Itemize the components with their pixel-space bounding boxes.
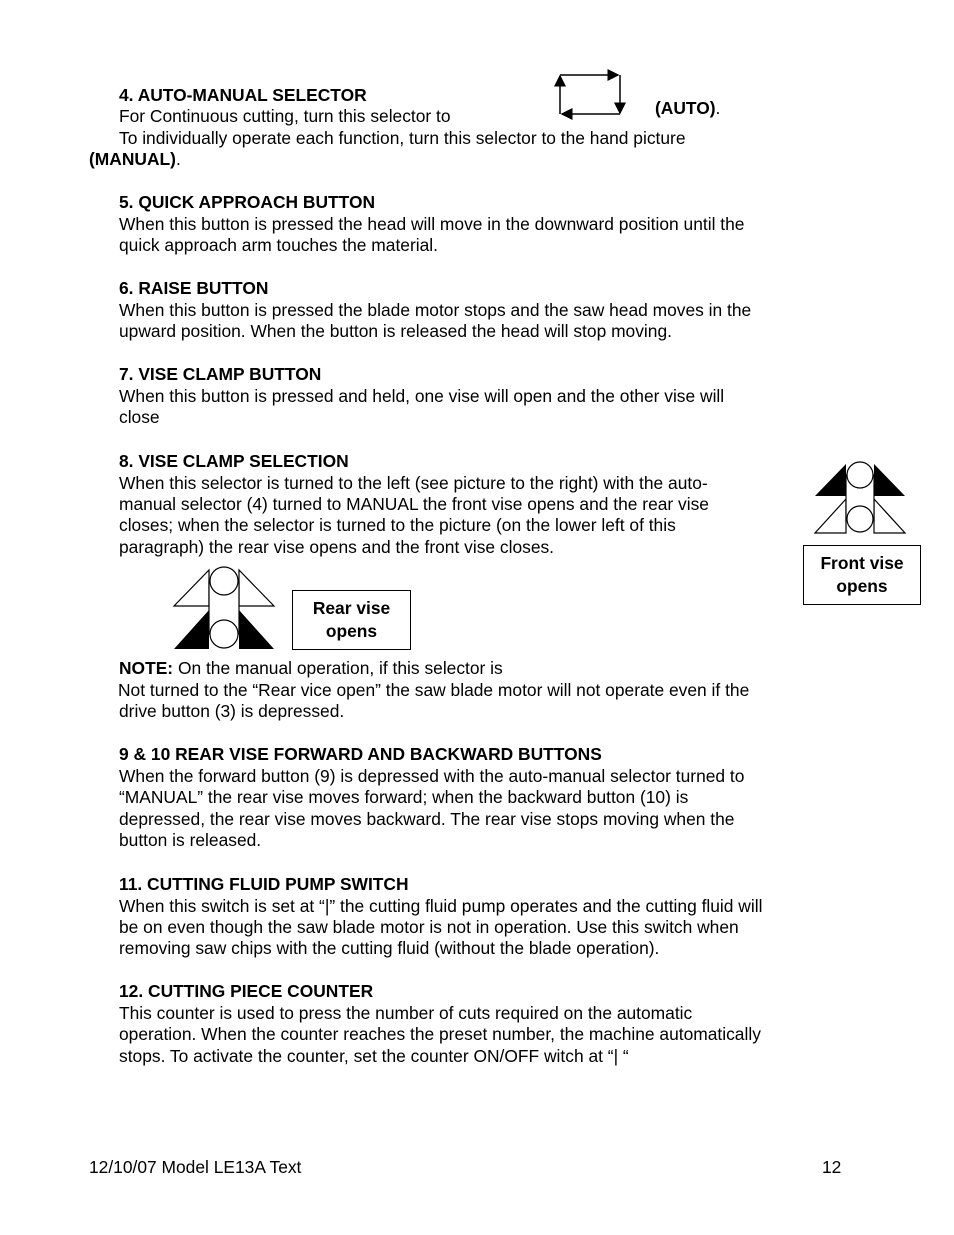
section-7-heading: 7. VISE CLAMP BUTTON [119, 364, 322, 384]
section-9-10-heading: 9 & 10 REAR VISE FORWARD AND BACKWARD BUTTONS [119, 744, 602, 764]
section-6-line1: When this button is pressed the blade motor stops and the saw head moves in the [119, 300, 752, 320]
section-8-line1: When this selector is turned to the left (see picture to the right) with the auto- [119, 473, 708, 493]
front-vise-label-line1: Front vise [820, 553, 904, 573]
front-vise-label-line2: opens [836, 576, 888, 596]
section-5-line1: When this button is pressed the head will move in the downward position until the [119, 214, 745, 234]
auto-label-text: (AUTO) [655, 98, 716, 118]
rear-vise-label-line2: opens [325, 621, 378, 641]
section-12-line1: This counter is used to press the number of cuts required on the automatic [119, 1003, 693, 1023]
section-9-10-line2: “MANUAL” the rear vise moves forward; when the backward button (10) is [119, 787, 689, 807]
section-5-line2: quick approach arm touches the material. [119, 235, 438, 255]
manual-label-suffix: . [175, 149, 181, 169]
section-9-10-line3: depressed, the rear vise moves backward. The rear vise stops moving when the [119, 809, 735, 829]
note-line1-text: On the manual operation, if this selector is [173, 658, 503, 678]
note-label: NOTE: [119, 658, 174, 678]
section-4-line2: To individually operate each function, turn this selector to the hand picture [119, 128, 686, 148]
front-vise-opens-label [803, 545, 921, 605]
section-12-line2: operation. When the counter reaches the preset number, the machine automatically [119, 1024, 761, 1044]
section-9-10-line1: When the forward button (9) is depressed with the auto-manual selector turned to [119, 766, 745, 786]
manual-label-text: (MANUAL) [89, 149, 176, 169]
footer-doc-info: 12/10/07 Model LE13A Text [89, 1157, 302, 1177]
section-6-line2: upward position. When the button is released the head will stop moving. [119, 321, 672, 341]
auto-label [655, 98, 720, 120]
rear-vise-selector-icon [173, 566, 275, 650]
rear-vise-opens-label [292, 590, 411, 650]
section-7-line1: When this button is pressed and held, one vise will open and the other vise will [119, 386, 725, 406]
section-11-line2: be on even though the saw blade motor is not in operation. Use this switch when [119, 917, 739, 937]
section-8-heading: 8. VISE CLAMP SELECTION [119, 451, 349, 471]
note-line3: drive button (3) is depressed. [119, 701, 345, 721]
page-number: 12 [822, 1157, 842, 1177]
section-12-heading: 12. CUTTING PIECE COUNTER [119, 981, 374, 1001]
section-11-line3: removing saw chips with the cutting fluid (without the blade operation). [119, 938, 660, 958]
auto-label-suffix: . [715, 98, 721, 118]
rear-vise-label-line1: Rear vise [312, 598, 391, 618]
note-line2: Not turned to the “Rear vice open” the saw blade motor will not operate even if the [118, 680, 750, 700]
front-vise-selector-icon [814, 461, 906, 535]
section-8-line3: closes; when the selector is turned to the picture (on the lower left of this [119, 515, 676, 535]
section-4-heading: 4. AUTO-MANUAL SELECTOR [119, 85, 367, 105]
section-11-line1: When this switch is set at “|” the cutting fluid pump operates and the cutting fluid will [119, 896, 763, 916]
section-12-line3: stops. To activate the counter, set the counter ON/OFF witch at “| “ [119, 1046, 629, 1066]
auto-cycle-icon [552, 70, 624, 120]
section-8-line4: paragraph) the rear vise opens and the front vise closes. [119, 537, 555, 557]
section-8-line2: manual selector (4) turned to MANUAL the front vise opens and the rear vise [119, 494, 709, 514]
note-line1 [119, 658, 503, 680]
section-11-heading: 11. CUTTING FLUID PUMP SWITCH [119, 874, 409, 894]
section-7-line2: close [119, 407, 160, 427]
section-5-heading: 5. QUICK APPROACH BUTTON [119, 192, 376, 212]
manual-label [89, 149, 181, 171]
section-4-line1: For Continuous cutting, turn this selector to [119, 106, 451, 126]
section-6-heading: 6. RAISE BUTTON [119, 278, 269, 298]
section-9-10-line4: button is released. [119, 830, 262, 850]
